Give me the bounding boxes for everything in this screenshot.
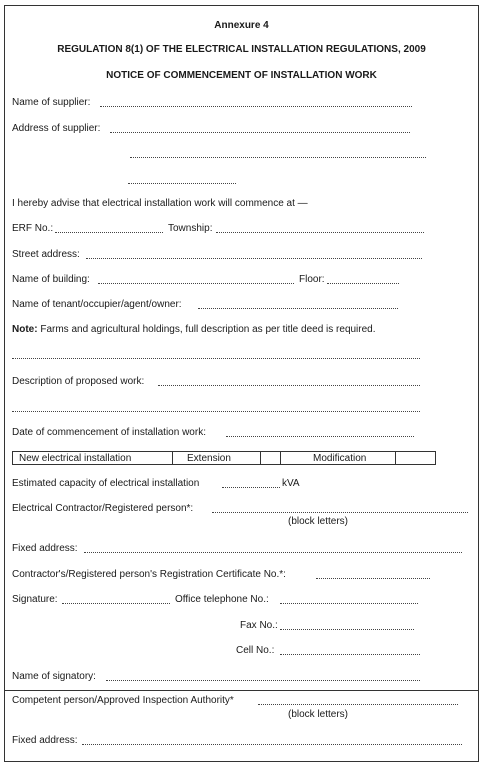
option-new-installation[interactable]: New electrical installation <box>13 452 173 464</box>
option-modification[interactable]: Modification <box>281 452 396 464</box>
fixed-address-2-field[interactable] <box>82 744 462 745</box>
floor-field[interactable] <box>327 283 399 284</box>
date-field[interactable] <box>226 436 414 437</box>
floor-label: Floor: <box>299 274 325 285</box>
fixed-address-label: Fixed address: <box>12 543 78 554</box>
tenant-label: Name of tenant/occupier/agent/owner: <box>12 299 182 310</box>
signature-label: Signature: <box>12 594 58 605</box>
signatory-label: Name of signatory: <box>12 671 96 682</box>
contractor-field[interactable] <box>212 512 468 513</box>
signature-field[interactable] <box>62 603 170 604</box>
contractor-block-letters: (block letters) <box>288 516 349 527</box>
supplier-name-label: Name of supplier: <box>12 97 91 108</box>
competent-field[interactable] <box>258 704 458 705</box>
registration-field[interactable] <box>316 578 430 579</box>
contractor-label: Electrical Contractor/Registered person*: <box>12 503 194 514</box>
competent-block-letters: (block letters) <box>288 709 349 720</box>
section-divider <box>4 690 479 691</box>
supplier-name-field[interactable] <box>100 106 412 107</box>
capacity-label: Estimated capacity of electrical installation <box>12 478 200 489</box>
street-label: Street address: <box>12 249 80 260</box>
erf-field[interactable] <box>55 232 163 233</box>
fixed-address-field[interactable] <box>84 552 462 553</box>
supplier-address-field-1[interactable] <box>110 132 410 133</box>
note-label: Note: <box>12 324 38 335</box>
cell-label: Cell No.: <box>236 645 275 656</box>
tenant-field[interactable] <box>198 308 398 309</box>
registration-label: Contractor's/Registered person's Registration Certificate No.*: <box>12 569 286 580</box>
building-field[interactable] <box>98 283 294 284</box>
cell-field[interactable] <box>280 654 420 655</box>
township-label: Township: <box>168 223 213 234</box>
description-field-1[interactable] <box>158 385 420 386</box>
signatory-field[interactable] <box>106 680 420 681</box>
fax-field[interactable] <box>280 629 414 630</box>
note-text: Farms and agricultural holdings, full description as per title deed is required. <box>40 324 376 335</box>
erf-label: ERF No.: <box>12 223 54 234</box>
supplier-address-field-2[interactable] <box>130 157 426 158</box>
capacity-unit: kVA <box>282 478 300 489</box>
fixed-address-2-label: Fixed address: <box>12 735 78 746</box>
option-modification-checkbox[interactable] <box>396 452 435 464</box>
office-tel-field[interactable] <box>280 603 418 604</box>
option-extension[interactable]: Extension <box>173 452 261 464</box>
township-field[interactable] <box>216 232 424 233</box>
description-field-2[interactable] <box>12 411 420 412</box>
supplier-address-label: Address of supplier: <box>12 123 101 134</box>
capacity-field[interactable] <box>222 487 280 488</box>
notice-title: NOTICE OF COMMENCEMENT OF INSTALLATION WORK <box>106 70 377 81</box>
supplier-address-field-3[interactable] <box>128 183 236 184</box>
note <box>12 324 376 336</box>
work-type-table <box>12 451 436 465</box>
date-label: Date of commencement of installation work: <box>12 427 206 438</box>
street-field[interactable] <box>86 258 422 259</box>
fax-label: Fax No.: <box>240 620 278 631</box>
regulation-title: REGULATION 8(1) OF THE ELECTRICAL INSTALLATION REGULATIONS, 2009 <box>57 44 426 55</box>
advise-statement: I hereby advise that electrical installation work will commence at — <box>12 198 308 209</box>
option-extension-checkbox[interactable] <box>261 452 281 464</box>
competent-label: Competent person/Approved Inspection Authority* <box>12 695 234 706</box>
annexure-title: Annexure 4 <box>214 20 269 31</box>
description-label: Description of proposed work: <box>12 376 145 387</box>
farm-description-field[interactable] <box>12 358 420 359</box>
building-label: Name of building: <box>12 274 90 285</box>
office-tel-label: Office telephone No.: <box>175 594 269 605</box>
